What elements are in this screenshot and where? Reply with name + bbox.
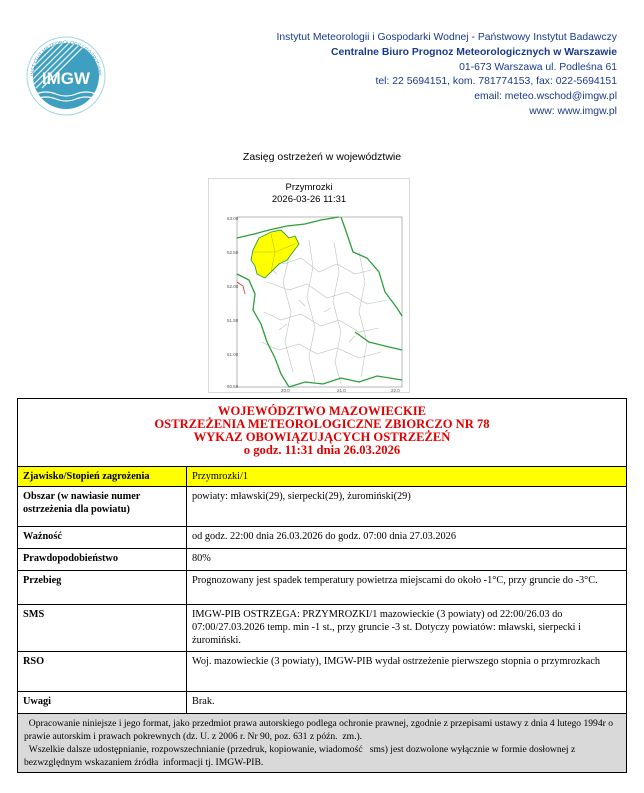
row-label: Obszar (w nawiasie numer ostrzeżenia dla powiatu): [18, 487, 187, 527]
row-rso: [18, 652, 627, 692]
title-row: [18, 399, 627, 467]
row-value: powiaty: mławski(29), sierpecki(29), żuromiński(29): [187, 487, 627, 527]
warning-table: [17, 398, 627, 773]
map-graphic: [209, 212, 409, 392]
row-label: RSO: [18, 652, 187, 692]
lat-label: 53.00: [227, 216, 239, 221]
row-label: SMS: [18, 605, 187, 652]
lon-label: 21.0: [337, 388, 346, 392]
row-value: 80%: [187, 549, 627, 571]
title-line: OSTRZEŻENIA METEOROLOGICZNE ZBIORCZO NR 78: [154, 417, 490, 431]
redistribution-paragraph: Wszelkie dalsze udostępnianie, rozpowszechnianie (przedruk, kopiowanie, wiadomość sms) jest dozwolone wyłącznie w formie dosłownej z bezwzględnym wskazaniem źródła informacji tj. IMGW-PIB.: [24, 744, 578, 768]
website: www: www.imgw.pl: [529, 105, 617, 117]
row-value: IMGW-PIB OSTRZEGA: PRZYMROZKI/1 mazowieckie (3 powiaty) od 22:00/26.03 do 07:00/27.03.2026 temp. min -1 st., przy gruncie -3 st. Dotyczy powiatów: mławski, sierpecki i żuromiński.: [187, 605, 627, 652]
logo-ring-text: INSTYTUT METEOROLOGII I GOSPODARK: [29, 39, 103, 77]
copyright-notice: [18, 714, 627, 773]
lat-label: 52.50: [227, 250, 239, 255]
row-phenomenon: [18, 467, 627, 487]
warning-title: [18, 399, 627, 467]
email: email: meteo.wschod@imgw.pl: [474, 91, 617, 103]
lat-label: 51.50: [227, 318, 239, 323]
institute-name: Instytut Meteorologii i Gospodarki Wodnej - Państwowy Instytut Badawczy: [276, 32, 617, 43]
phone: tel: 22 5694151, kom. 781774153, fax: 022-5694151: [375, 76, 617, 88]
row-value: Przymrozki/1: [187, 467, 627, 487]
lon-label: 20.0: [281, 388, 290, 392]
title-line: o godz. 11:31 dnia 26.03.2026: [243, 443, 401, 457]
map-caption: Zasięg ostrzeżeń w województwie: [242, 151, 402, 163]
row-validity: [18, 527, 627, 549]
row-notes: [18, 692, 627, 714]
imgw-logo-graphic: [26, 36, 106, 116]
row-area: [18, 487, 627, 527]
row-course: [18, 571, 627, 605]
row-sms: [18, 605, 627, 652]
row-value: od godz. 22:00 dnia 26.03.2026 do godz. 07:00 dnia 27.03.2026: [187, 527, 627, 549]
logo-wordmark: IMGW: [41, 69, 91, 88]
row-label: Zjawisko/Stopień zagrożenia: [18, 467, 187, 487]
lat-label: 51.00: [227, 352, 239, 357]
lat-label: 52.00: [227, 284, 239, 289]
warning-map: [208, 178, 410, 393]
row-value: Brak.: [187, 692, 627, 714]
lat-label: 50.50: [227, 384, 239, 389]
row-label: Uwagi: [18, 692, 187, 714]
row-label: Ważność: [18, 527, 187, 549]
row-value: Prognozowany jest spadek temperatury powietrza miejscami do około -1°C, przy gruncie do -3°C.: [187, 571, 627, 605]
row-probability: [18, 549, 627, 571]
row-value: Woj. mazowieckie (3 powiaty), IMGW-PIB wydał ostrzeżenie pierwszego stopnia o przymrozkach: [187, 652, 627, 692]
copyright-paragraph: Opracowanie niniejsze i jego format, jako przedmiot prawa autorskiego podlega ochronie prawnej, zgodnie z przepisami ustawy z dnia 4 lutego 1994r o prawie autorskim i prawach pokrewnych (dz. U. z 2006 r. Nr 90, poz. 631 z późn. zm.).: [24, 718, 616, 742]
title-line: WOJEWÓDZTWO MAZOWIECKIE: [217, 404, 427, 418]
imgw-logo: [26, 36, 106, 116]
footer-row: [18, 714, 627, 773]
map-datetime: 2026-03-26 11:31: [271, 194, 347, 205]
row-label: Przebieg: [18, 571, 187, 605]
title-line: WYKAZ OBOWIĄZUJĄCYCH OSTRZEŻEŃ: [193, 430, 451, 444]
row-label: Prawdopodobieństwo: [18, 549, 187, 571]
map-phenomenon: Przymrozki: [285, 182, 333, 193]
address: 01-673 Warszawa ul. Podleśna 61: [459, 61, 617, 73]
office-name: Centralne Biuro Prognoz Meteorologicznych w Warszawie: [331, 46, 617, 58]
institute-header: [276, 31, 617, 120]
map-title: [209, 182, 409, 206]
lon-label: 22.0: [391, 388, 400, 392]
